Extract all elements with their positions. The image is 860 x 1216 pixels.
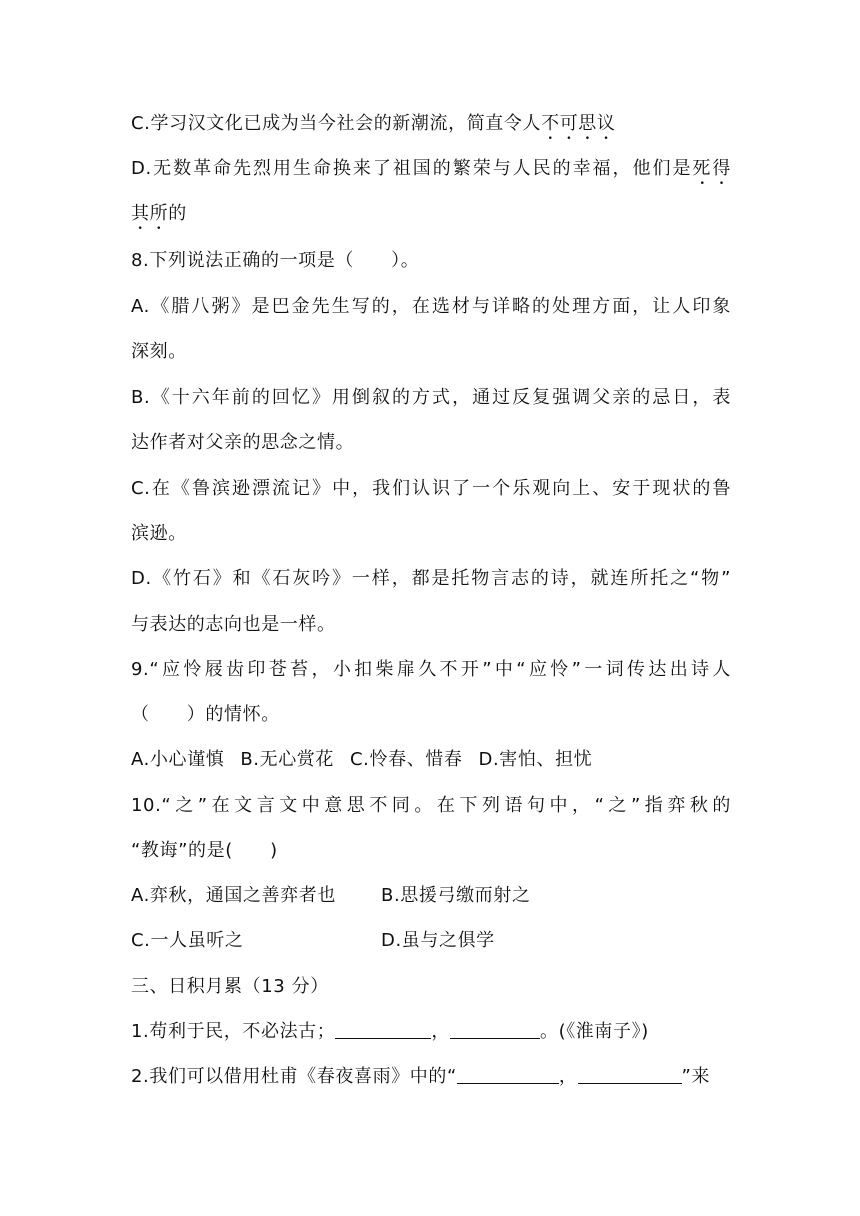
q10-option-d: D.虽与之俱学 (381, 930, 495, 951)
q7-option-c (131, 112, 731, 144)
q8-stem: 8.下列说法正确的一项是（ ）。 (131, 250, 420, 271)
q10-option-c: C.一人虽听之 (131, 930, 244, 951)
q8-option-b-line1: B.《十六年前的回忆》用倒叙的方式，通过反复强调父亲的忌日，表 (131, 387, 731, 408)
q9-option-a: A.小心谨慎 (131, 749, 225, 770)
q8-option-c-line1: C.在《鲁滨逊漂流记》中，我们认识了一个乐观向上、安于现状的鲁 (131, 478, 731, 499)
section3-q2-text: 2.我们可以借用杜甫《春夜喜雨》中的“ (131, 1066, 457, 1087)
q9-stem-line1: 9.“应怜屐齿印苍苔，小扣柴扉久不开”中“应怜”一词传达出诗人 (131, 659, 731, 680)
section3-q1-text: 1.苟利于民，不必法古； (131, 1021, 336, 1042)
fill-blank-4[interactable] (578, 1065, 682, 1084)
q7-option-d-dotted-word-2: 其所 (131, 203, 169, 224)
q9-options (131, 748, 731, 772)
q9-option-c: C.怜春、惜春 (350, 749, 463, 770)
q8-option-b-line2: 达作者对父亲的思念之情。 (131, 432, 355, 453)
q8-option-a-line2: 深刻。 (131, 341, 187, 362)
section3-q1: 1.苟利于民，不必法古； ， 。(《淮南子》) (131, 1021, 649, 1042)
q10-option-b: B.思援弓缴而射之 (381, 885, 531, 906)
q10-stem-line1: 10.“之”在文言文中意思不同。在下列语句中，“之”指弈秋的 (131, 795, 731, 816)
q10-option-a: A.弈秋，通国之善弈者也 (131, 885, 336, 906)
q10-stem-line2: “教诲”的是( ) (131, 840, 278, 861)
q7-option-d-dotted-word: 死得 (692, 158, 731, 179)
q7-option-d-line1 (131, 157, 731, 189)
q9-stem-line2: （ ）的情怀。 (131, 704, 280, 725)
q8-option-d-line1: D.《竹石》和《石灰吟》一样，都是托物言志的诗，就连所托之“物” (131, 568, 731, 589)
q10-options-row1 (131, 884, 731, 908)
q8-option-c-line2: 滨逊。 (131, 523, 187, 544)
q7-option-c-text: C.学习汉文化已成为当今社会的新潮流，简直令人 (131, 113, 542, 134)
q8-option-a-line1: A.《腊八粥》是巴金先生写的，在选材与详略的处理方面，让人印象 (131, 296, 731, 317)
q9-option-d: D.害怕、担忧 (478, 749, 593, 770)
fill-blank-3[interactable] (457, 1065, 559, 1084)
fill-blank-2[interactable] (450, 1020, 540, 1039)
q7-option-d-line2: 其所的 (131, 203, 187, 224)
q7-option-d-text: D.无数革命先烈用生命换来了祖国的繁荣与人民的幸福，他们是 (131, 158, 693, 179)
section3-q2: 2.我们可以借用杜甫《春夜喜雨》中的“ ， ”来 (131, 1066, 711, 1087)
section-3-title: 三、日积月累（13 分） (131, 976, 329, 997)
q10-options-row2 (131, 929, 731, 953)
q7-option-c-dotted-word: 不可思议 (541, 113, 616, 134)
fill-blank-1[interactable] (335, 1020, 431, 1039)
q9-option-b: B.无心赏花 (240, 749, 334, 770)
q8-option-d-line2: 与表达的志向也是一样。 (131, 614, 336, 635)
